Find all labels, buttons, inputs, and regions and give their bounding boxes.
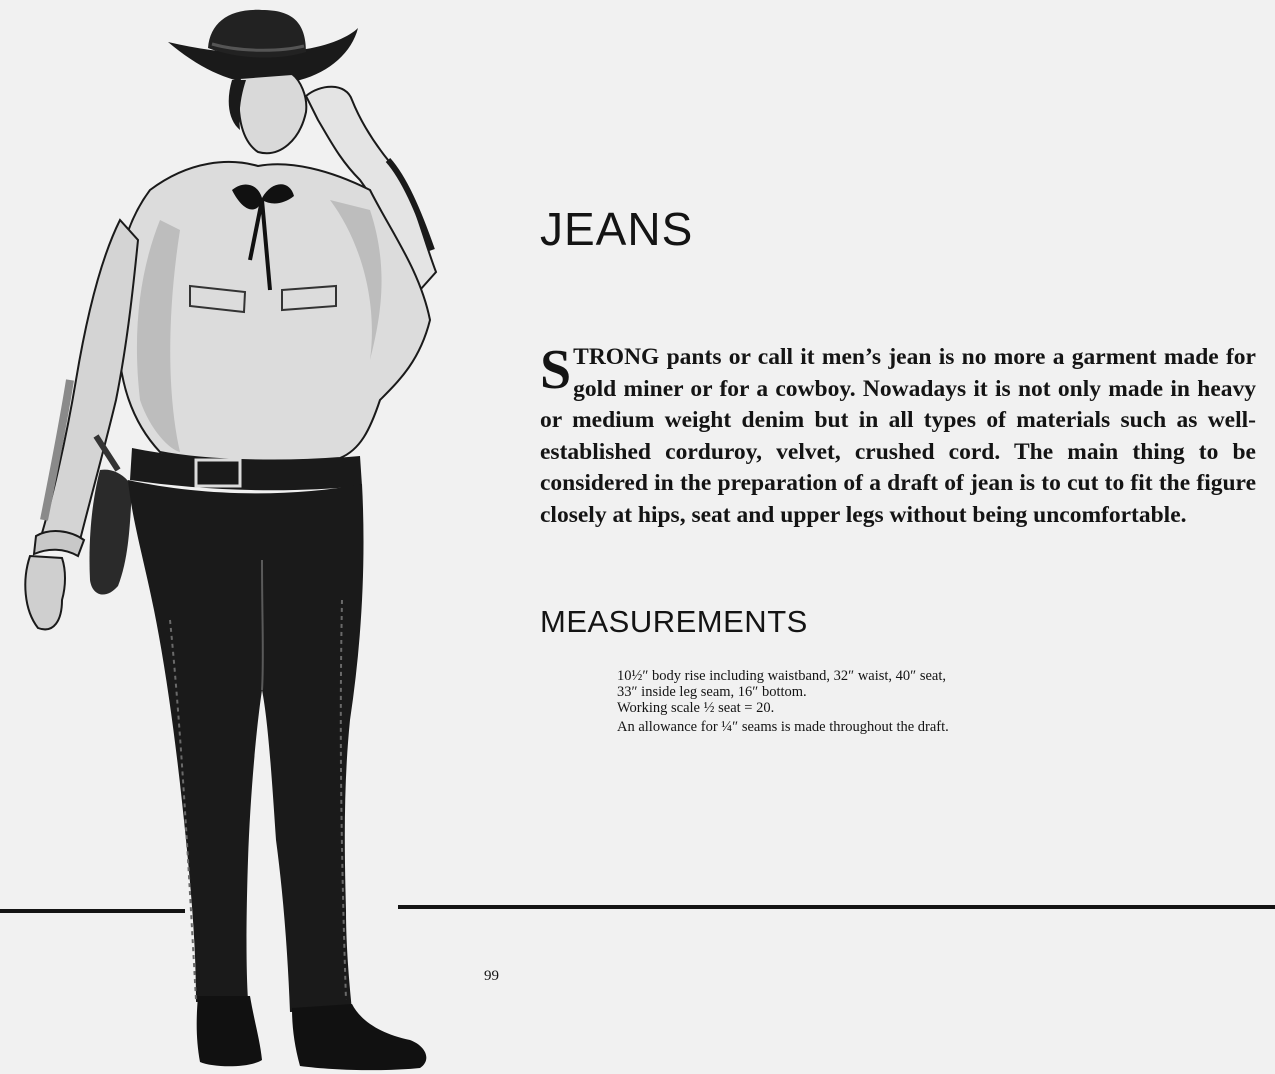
horizontal-rule-left — [0, 909, 185, 913]
page-title: JEANS — [540, 203, 694, 255]
measurements-heading: MEASUREMENTS — [540, 604, 808, 639]
horizontal-rule-right — [398, 905, 1275, 909]
measurement-line: 10½″ body rise including waistband, 32″ waist, 40″ seat, — [617, 668, 947, 684]
intro-paragraph — [540, 339, 1256, 531]
measurement-line: An allowance for ¼″ seams is made throughout the draft. — [617, 719, 949, 735]
measurement-line: 33″ inside leg seam, 16″ bottom. — [617, 684, 807, 700]
page-number: 99 — [484, 968, 499, 984]
measurements-list — [617, 668, 1077, 735]
measurement-line: Working scale ½ seat = 20. — [617, 700, 775, 716]
drop-cap: S — [540, 339, 572, 401]
intro-text: TRONG pants or call it men’s jean is no more a garment made for gold miner or for a cowboy. Nowadays it is not only made in heavy or medium weight denim but in all types of materials such as well-established corduroy, velvet, crushed cord. The main thing to be considered in the preparation of a draft of jean is to cut to fit the figure closely at hips, seat and upper legs without being uncomfortable. — [540, 344, 1256, 528]
